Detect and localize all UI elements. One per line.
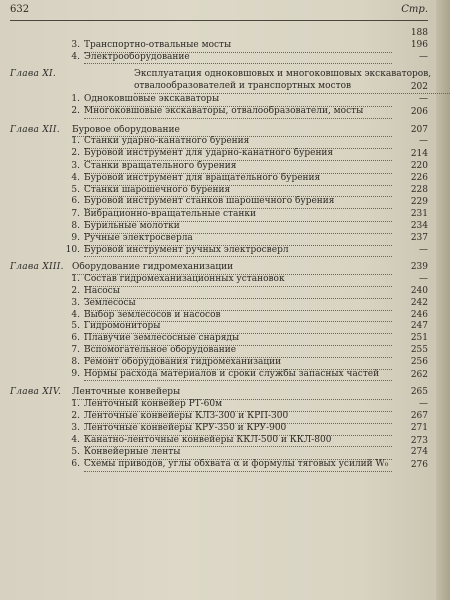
entry-title: Конвейерные ленты bbox=[84, 447, 392, 460]
toc-chapter-row bbox=[10, 262, 428, 274]
toc-item-row bbox=[10, 321, 428, 333]
page-ref: 231 bbox=[410, 209, 428, 220]
page-ref: 207 bbox=[410, 124, 428, 135]
table-of-contents bbox=[10, 28, 432, 472]
item-number: 5. bbox=[71, 447, 80, 458]
entry-title: Вспомогательное оборудование bbox=[84, 345, 392, 358]
item-number: 1. bbox=[71, 93, 80, 104]
item-number: 9. bbox=[71, 368, 80, 379]
item-number: 1. bbox=[71, 274, 80, 285]
entry-title: Эксплуатация одноковшовых и многоковшовых экскаваторов, отвалообразователей и транспортных мостов bbox=[134, 69, 450, 94]
toc-item-row bbox=[10, 221, 428, 233]
toc-item-row bbox=[10, 28, 428, 40]
toc-item-row bbox=[10, 447, 428, 459]
chapter-label: Глава XI. bbox=[10, 69, 57, 80]
item-number: 4. bbox=[71, 51, 80, 62]
page-ref: 234 bbox=[410, 220, 428, 231]
toc-chapter-row bbox=[10, 69, 432, 94]
entry-title: Станки шарошечного бурения bbox=[84, 185, 392, 198]
item-number: 6. bbox=[71, 196, 80, 207]
toc-item-row bbox=[10, 148, 428, 161]
entry-title: Ленточные конвейеры КРУ-350 и КРУ-900 bbox=[84, 423, 392, 436]
entry-title: Гидромониторы bbox=[84, 321, 392, 334]
page-ref: 229 bbox=[410, 197, 428, 208]
page-ref: 251 bbox=[410, 333, 428, 344]
page-ref: 214 bbox=[410, 149, 428, 160]
toc-item-row bbox=[10, 196, 428, 209]
page-ref: 274 bbox=[410, 447, 428, 458]
item-number: 4. bbox=[71, 309, 80, 320]
toc-item-row bbox=[10, 286, 428, 298]
item-number: 8. bbox=[71, 220, 80, 231]
toc-item-row bbox=[10, 173, 428, 185]
toc-item-row bbox=[10, 245, 428, 257]
page-ref: 273 bbox=[410, 435, 428, 446]
chapter-label: Глава XIV. bbox=[10, 387, 62, 398]
toc-item-row bbox=[10, 310, 428, 322]
page-ref: 265 bbox=[410, 387, 428, 398]
entry-title: Ленточный конвейер РТ-60м bbox=[84, 399, 392, 412]
item-number: 5. bbox=[71, 184, 80, 195]
entry-title: Плавучие землесосные снаряды bbox=[84, 333, 392, 346]
page-ref: — bbox=[419, 244, 428, 255]
toc-item-row bbox=[10, 411, 428, 423]
entry-title: Ленточные конвейеры КЛЗ-300 и КРП-300 bbox=[84, 411, 392, 424]
item-number: 2. bbox=[71, 285, 80, 296]
toc-item-row bbox=[10, 106, 428, 119]
entry-title: Нормы расхода материалов и сроки службы запасных частей bbox=[84, 369, 392, 382]
entry-title: Транспортно-отвальные мосты bbox=[84, 40, 392, 53]
toc-item-row bbox=[10, 233, 428, 245]
entry-title: Многоковшовые экскаваторы, отвалообразователи, мосты bbox=[84, 106, 392, 119]
page-ref: — bbox=[419, 136, 428, 147]
pages-column-label: Стр. bbox=[401, 4, 428, 15]
item-number: 4. bbox=[71, 434, 80, 445]
toc-item-row bbox=[10, 369, 428, 382]
toc-item-row bbox=[10, 136, 428, 148]
entry-title: Оборудование гидромеханизации bbox=[72, 262, 392, 275]
toc-item-row bbox=[10, 185, 428, 197]
toc-item-row bbox=[10, 274, 428, 286]
page-ref: — bbox=[419, 399, 428, 410]
item-number: 3. bbox=[71, 160, 80, 171]
toc-item-row bbox=[10, 52, 428, 64]
toc-item-row bbox=[10, 209, 428, 221]
entry-title: Ручные электросверла bbox=[84, 233, 392, 246]
header-rule bbox=[10, 20, 428, 21]
entry-title: Буровое оборудование bbox=[72, 125, 392, 138]
entry-title: Землесосы bbox=[84, 298, 392, 311]
page-ref: 271 bbox=[410, 422, 428, 433]
item-number: 8. bbox=[71, 356, 80, 367]
page-ref: 240 bbox=[410, 285, 428, 296]
page-ref: 202 bbox=[410, 82, 428, 93]
entry-title: Ремонт оборудования гидромеханизации bbox=[84, 357, 392, 370]
item-number: 10. bbox=[65, 244, 80, 255]
page-ref: 246 bbox=[410, 309, 428, 320]
entry-title: Бурильные молотки bbox=[84, 221, 392, 234]
toc-item-row bbox=[10, 333, 428, 345]
entry-title: Одноковшовые экскаваторы bbox=[84, 94, 392, 107]
page-ref: 242 bbox=[410, 297, 428, 308]
page-ref: 226 bbox=[410, 172, 428, 183]
page-ref: 237 bbox=[410, 232, 428, 243]
item-number: 3. bbox=[71, 422, 80, 433]
entry-title: Буровой инструмент станков шарошечного бурения bbox=[84, 196, 392, 209]
toc-item-row bbox=[10, 423, 428, 435]
toc-item-row bbox=[10, 94, 428, 106]
entry-title: Выбор землесосов и насосов bbox=[84, 310, 392, 323]
entry-title: Схемы приводов, углы обхвата α и формулы тяговых усилий W₀ bbox=[84, 459, 392, 472]
entry-title: Состав гидромеханизационных установок bbox=[84, 274, 392, 287]
toc-item-row bbox=[10, 399, 428, 411]
item-number: 1. bbox=[71, 136, 80, 147]
entry-title: Буровой инструмент ручных электросверл bbox=[84, 245, 392, 258]
page-ref: 267 bbox=[410, 410, 428, 421]
entry-title: Буровой инструмент для вращательного бурения bbox=[84, 173, 392, 186]
page-ref: 276 bbox=[410, 460, 428, 471]
entry-title: Буровой инструмент для ударно-канатного бурения bbox=[84, 148, 392, 161]
page-ref: 247 bbox=[410, 321, 428, 332]
chapter-label: Глава XIII. bbox=[10, 262, 64, 273]
toc-item-row bbox=[10, 435, 428, 448]
toc-chapter-row bbox=[10, 125, 428, 137]
item-number: 7. bbox=[71, 344, 80, 355]
entry-title: Станки вращательного бурения bbox=[84, 161, 392, 174]
toc-item-row bbox=[10, 345, 428, 357]
page-ref: 262 bbox=[410, 369, 428, 380]
toc-item-row bbox=[10, 357, 428, 369]
toc-chapter-row bbox=[10, 387, 428, 399]
entry-title: Вибрационно-вращательные станки bbox=[84, 209, 392, 222]
entry-title: Электрооборудование bbox=[84, 52, 392, 65]
page-ref: 255 bbox=[410, 344, 428, 355]
toc-item-row bbox=[10, 459, 428, 472]
item-number: 2. bbox=[71, 105, 80, 116]
chapter-label: Глава XII. bbox=[10, 124, 60, 135]
item-number: 6. bbox=[71, 333, 80, 344]
entry-title: Ленточные конвейеры bbox=[72, 387, 392, 400]
page-ref: 206 bbox=[410, 106, 428, 117]
item-number: 9. bbox=[71, 232, 80, 243]
entry-title: Канатно-ленточные конвейеры ККЛ-500 и ККЛ-800 bbox=[84, 435, 392, 448]
page-ref: 228 bbox=[410, 184, 428, 195]
item-number: 2. bbox=[71, 148, 80, 159]
toc-item-row bbox=[10, 161, 428, 173]
page-ref: 256 bbox=[410, 356, 428, 367]
page-header bbox=[10, 4, 428, 20]
item-number: 3. bbox=[71, 39, 80, 50]
page-ref: — bbox=[419, 274, 428, 285]
item-number: 6. bbox=[71, 459, 80, 470]
entry-title: Насосы bbox=[84, 286, 392, 299]
page-number: 632 bbox=[10, 4, 30, 15]
entry-title: Станки ударно-канатного бурения bbox=[84, 136, 392, 149]
page-ref: 196 bbox=[410, 39, 428, 50]
page-ref: — bbox=[419, 93, 428, 104]
item-number: 7. bbox=[71, 209, 80, 220]
page-ref: 220 bbox=[410, 160, 428, 171]
item-number: 4. bbox=[71, 172, 80, 183]
item-number: 3. bbox=[71, 297, 80, 308]
toc-item-row bbox=[10, 298, 428, 310]
page-ref: — bbox=[419, 51, 428, 62]
item-number: 2. bbox=[71, 410, 80, 421]
item-number: 1. bbox=[71, 399, 80, 410]
item-number: 5. bbox=[71, 321, 80, 332]
toc-item-row bbox=[10, 40, 428, 52]
page-ref: 239 bbox=[410, 262, 428, 273]
page-ref: 188 bbox=[410, 28, 428, 38]
